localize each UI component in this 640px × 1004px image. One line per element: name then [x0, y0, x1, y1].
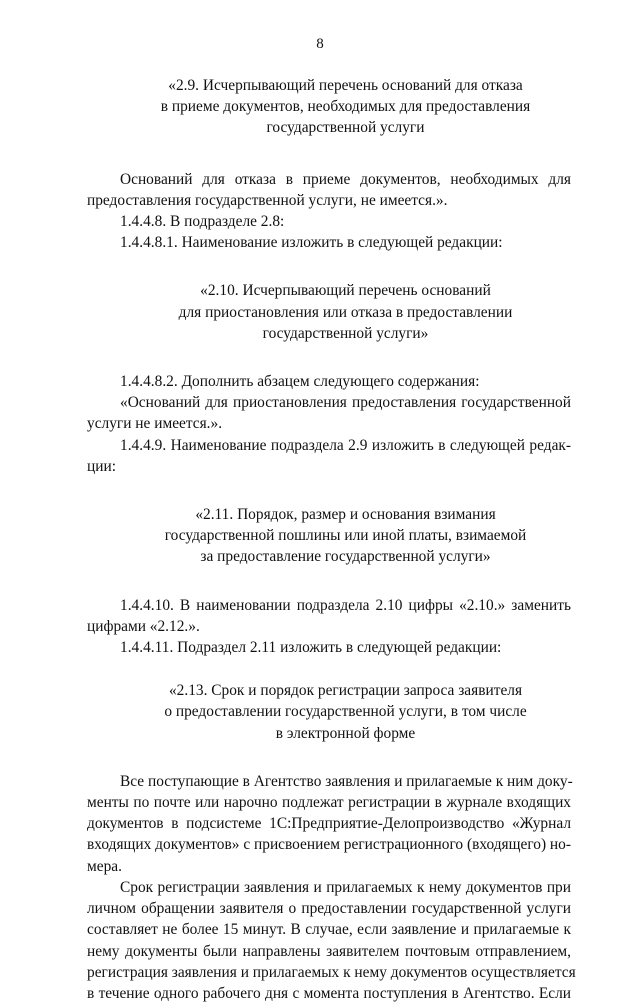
text-line: Оснований для отказа в приеме документов, необходимых для: [120, 170, 571, 188]
heading-line: «2.11. Порядок, размер и основания взимания: [195, 506, 496, 524]
paragraph-1-4-4-10: [87, 595, 571, 637]
text-line: нему документы были направлены заявителем почтовым отправлением,: [87, 942, 571, 960]
heading-line: «2.10. Исчерпывающий перечень оснований: [200, 282, 491, 300]
text-line: документов в подсистеме 1С:Предприятие-Делопроизводство «Журнал: [87, 815, 571, 833]
text-line: составляет не более 15 минут. В случае, если заявление и прилагаемые к: [87, 921, 571, 939]
text-line: «Оснований для приостановления предоставления государственной: [120, 394, 571, 412]
text-line: 1.4.4.8.2. Дополнить абзацем следующего содержания:: [120, 373, 480, 391]
paragraph-1-4-4-8: [120, 211, 571, 232]
document-body: [87, 75, 576, 1004]
heading-line: государственной услуги: [266, 119, 425, 137]
text-line: 1.4.4.9. Наименование подраздела 2.9 изложить в следующей редак-: [120, 436, 571, 454]
heading-line: государственной услуги»: [262, 324, 429, 342]
heading-line: в электронной форме: [275, 724, 416, 742]
text-line: цифрами «2.12.».: [87, 617, 200, 635]
heading-line: для приостановления или отказа в предоставлении: [178, 303, 513, 321]
text-line: в течение одного рабочего дня с момента поступления в Агентство. Если: [87, 984, 571, 1002]
heading-line: «2.13. Срок и порядок регистрации запроса заявителя: [168, 682, 523, 700]
text-line: 1.4.4.8.1. Наименование изложить в следующей редакции:: [120, 234, 503, 252]
heading-2-13: [120, 680, 571, 744]
heading-2-10: [120, 280, 571, 344]
text-line: услуги не имеется.».: [87, 415, 223, 433]
heading-line: государственной пошлины или иной платы, взимаемой: [164, 527, 527, 545]
paragraph-1-4-4-9: [87, 435, 571, 477]
text-line: регистрация заявления и прилагаемых к нему документов осуществляется: [87, 963, 576, 981]
heading-line: о предоставлении государственной услуги, в том числе: [164, 703, 527, 721]
text-line: предоставления государственной услуги, не имеется.».: [87, 191, 448, 209]
text-line: Срок регистрации заявления и прилагаемых к нему документов при: [120, 878, 571, 896]
text-line: 1.4.4.11. Подраздел 2.11 изложить в следующей редакции:: [120, 639, 502, 657]
heading-line: «2.9. Исчерпывающий перечень оснований для отказа: [168, 77, 523, 94]
text-line: 1.4.4.8. В подразделе 2.8:: [120, 213, 285, 231]
text-line: менты по почте или нарочно подлежат регистрации в журнале входящих: [87, 794, 571, 812]
heading-2-11: [120, 504, 571, 568]
page-number: 8: [316, 36, 324, 52]
paragraph-1-4-4-8-1: [120, 232, 571, 253]
text-line: ции:: [87, 457, 116, 475]
text-line: мера.: [87, 857, 122, 875]
paragraph-1-4-4-11: [120, 637, 571, 658]
paragraph-1-4-4-8-2: [120, 371, 571, 392]
text-line: входящих документов» с присвоением регистрационного (входящего) но-: [87, 836, 571, 854]
text-line: Все поступающие в Агентство заявления и прилагаемые к ним доку-: [120, 772, 573, 790]
paragraph-no-grounds-refusal: [87, 169, 571, 211]
heading-line: в приеме документов, необходимых для предоставления: [160, 98, 531, 116]
paragraph-registration-term: [87, 877, 576, 1004]
text-line: 1.4.4.10. В наименовании подраздела 2.10 цифры «2.10.» заменить: [120, 596, 571, 614]
text-line: личном обращении заявителя о предоставлении государственной услуги: [87, 900, 571, 918]
paragraph-no-grounds-suspension: [87, 392, 571, 434]
heading-line: за предоставление государственной услуги»: [200, 548, 491, 566]
heading-2-9: [120, 75, 571, 139]
paragraph-registration-all-incoming: [87, 771, 573, 877]
